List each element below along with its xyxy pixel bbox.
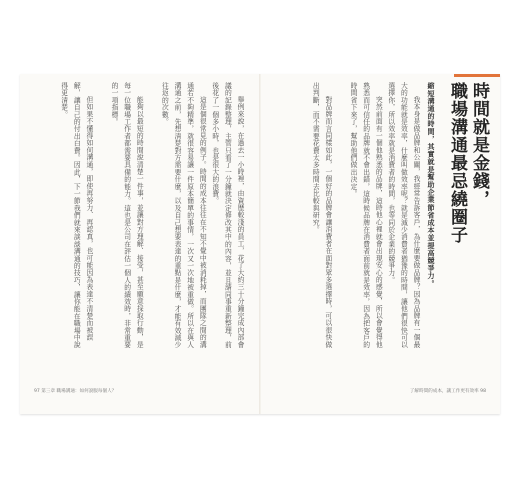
right-page-footer: 了解時間的成本，讓工作更有效率 98 bbox=[409, 389, 486, 394]
left-paragraph-3: 能夠以最短的時間說清楚一件事，並讓對方理解、接受，甚至願意採取行動，是每一位職場工作者都需要具備的能力。這也是公司在評估一個人的績效時，非常重要的一項指標。 bbox=[110, 82, 144, 349]
right-paragraph-1: 我本身是做品牌和公關，我經常告訴客戶，為什麼要做品牌？因為品牌有一個最大的功能就是效率，什麼叫做效率呢？就是減少消費者猶豫的時間，讓他們很快可以選擇你，所以效率就是消費者的時間，也等同於企業的競爭力。 bbox=[386, 82, 420, 349]
left-page-body bbox=[34, 82, 246, 352]
left-paragraph-1: 舉例來說，在過去一小時裡，由資歷較淺的員工，花了大約三十分鐘完成內部會議的記錄整理，主管只看了一分鐘就決定修改其中的內容，並且請同事重新整理，前後花了一個多小時，也是很大的浪費。 bbox=[210, 82, 244, 349]
left-paragraph-2: 這是個很常見的例子。時間的成本往往在不知不覺中被消耗掉，而團隊之間的溝通若不夠精準，就很容易讓一件原本簡單的事情，一次又一次地被重做。所以在與人溝通之前，先想清楚對方需要什麼，以及自己想要表達的重點是什麼，才能有效減少往返的次數。 bbox=[160, 82, 207, 349]
chapter-title bbox=[446, 82, 490, 244]
title-line-2: 職場溝通最忌繞圈子 bbox=[447, 82, 467, 244]
right-paragraph-2: 突然前面有一個他熟悉的品牌，這時他心裡就會出現安心的感覺，所以會覺得他熟悉而可信任的品牌就不會出錯，這時候品牌在消費者面前就是效率，因為把客戶的時間省下來了，幫助他們做出決定。 bbox=[349, 82, 383, 349]
right-paragraph-3: 對品牌而言同樣如此，一個好的品牌會讓消費者在面對眾多選擇時，可以很快做出判斷，而不需要花費太多時間去比較與研究。 bbox=[311, 82, 332, 348]
title-line-1: 時間就是金錢， bbox=[469, 82, 489, 208]
book-spread bbox=[20, 74, 500, 414]
accent-bar bbox=[454, 74, 500, 77]
left-page-footer: 97 第三章 職場溝通：如何說服每個人？ bbox=[34, 389, 117, 394]
right-page-body bbox=[272, 82, 422, 352]
chapter-subtitle: 縮短溝通的時間，其實就是幫助企業節省成本並提高競爭力。 bbox=[427, 82, 435, 288]
left-paragraph-4: 但如果不懂得如何溝通，即使再努力、再認真，也可能因為表達不清楚而被誤解，讓自己的付出白費。因此，下一節我們就來談談溝通的技巧，讓你能在職場中說得更清楚。 bbox=[59, 82, 93, 349]
book-gutter bbox=[259, 74, 261, 414]
